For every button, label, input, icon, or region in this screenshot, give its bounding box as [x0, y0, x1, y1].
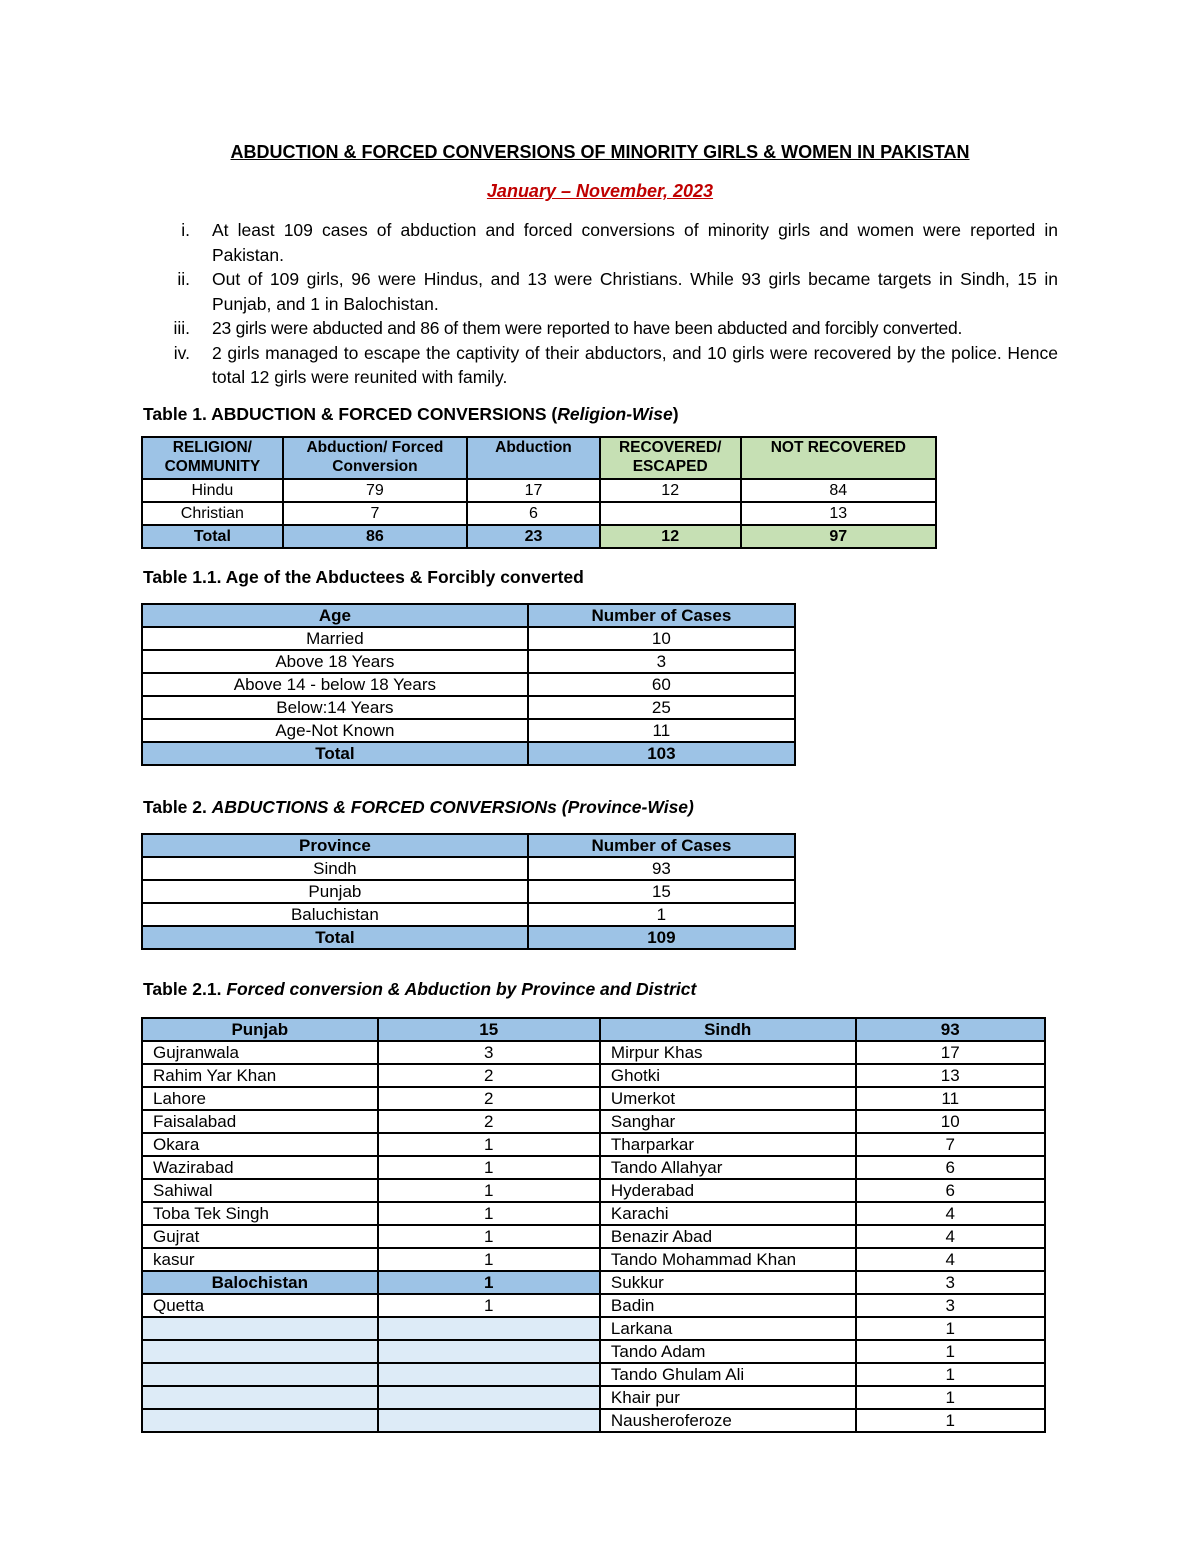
finding-item: ii. Out of 109 girls, 96 were Hindus, and 13 were Christians. While 93 girls became targets in Sindh, 15 in Punjab, and 1 in Balochistan.: [177, 269, 1058, 314]
table-row: Larkana 1: [142, 1317, 1045, 1340]
table-row: Khair pur 1: [142, 1386, 1045, 1409]
district-table: [141, 1017, 1046, 1433]
table-total-row: Total 86 23 12 97: [142, 525, 936, 548]
table-row: Tando Ghulam Ali 1: [142, 1363, 1045, 1386]
table-row: Below:14 Years 25: [142, 696, 795, 719]
table-row: Nausheroferoze 1: [142, 1409, 1045, 1432]
table2-caption: Table 2. ABDUCTIONS & FORCED CONVERSIONs (Province-Wise): [143, 797, 694, 817]
table-row: Gujranwala 3 Mirpur Khas 17: [142, 1041, 1045, 1064]
table-header-row: Age Number of Cases: [142, 604, 795, 627]
table21-caption: Table 2.1. Forced conversion & Abduction by Province and District: [143, 979, 697, 999]
table-row: kasur 1 Tando Mohammad Khan 4: [142, 1248, 1045, 1271]
table-row: Sahiwal 1 Hyderabad 6: [142, 1179, 1045, 1202]
table-row: Faisalabad 2 Sanghar 10: [142, 1110, 1045, 1133]
table-header-row: RELIGION/ COMMUNITY Abduction/ Forced Conversion Abduction RECOVERED/ ESCAPED NOT RECOVERED: [142, 437, 936, 479]
document-title: ABDUCTION & FORCED CONVERSIONS OF MINORITY GIRLS & WOMEN IN PAKISTAN: [230, 142, 970, 162]
table-total-row: Total 103: [142, 742, 795, 765]
report-period: January – November, 2023: [486, 181, 714, 201]
table-row: Toba Tek Singh 1 Karachi 4: [142, 1202, 1045, 1225]
province-wise-table: [141, 833, 796, 950]
table-row: Married 10: [142, 627, 795, 650]
table-row: Tando Adam 1: [142, 1340, 1045, 1363]
table-row: Sindh 93: [142, 857, 795, 880]
table-row: Rahim Yar Khan 2 Ghotki 13: [142, 1064, 1045, 1087]
table-total-row: Total 109: [142, 926, 795, 949]
table-row: Quetta 1 Badin 3: [142, 1294, 1045, 1317]
table-row: Wazirabad 1 Tando Allahyar 6: [142, 1156, 1045, 1179]
finding-item: iv. 2 girls managed to escape the captivity of their abductors, and 10 girls were recovered by the police. Hence total 12 girls were reunited with family.: [173, 342, 1058, 387]
religion-wise-table: [141, 436, 937, 549]
table-row: Lahore 2 Umerkot 11: [142, 1087, 1045, 1110]
table-header-row: Punjab 15 Sindh 93: [142, 1018, 1045, 1041]
table-row: Above 14 - below 18 Years 60: [142, 673, 795, 696]
table-header-row: Province Number of Cases: [142, 834, 795, 857]
table-row: Okara 1 Tharparkar 7: [142, 1133, 1045, 1156]
finding-item: i. At least 109 cases of abduction and forced conversions of minority girls and women were reported in Pakistan.: [181, 220, 1058, 265]
table-row: Punjab 15: [142, 880, 795, 903]
age-table: [141, 603, 796, 766]
table-row: Hindu 79 17 12 84: [142, 479, 936, 502]
key-findings-list: [160, 218, 1058, 390]
table-row: Gujrat 1 Benazir Abad 4: [142, 1225, 1045, 1248]
table-row: Balochistan 1 Sukkur 3: [142, 1271, 1045, 1294]
table-row: Age-Not Known 11: [142, 719, 795, 742]
table-row: Above 18 Years 3: [142, 650, 795, 673]
finding-item: iii. 23 girls were abducted and 86 of them were reported to have been abducted and forcibly converted.: [173, 318, 963, 338]
table-row: Christian 7 6 13: [142, 502, 936, 525]
table-row: Baluchistan 1: [142, 903, 795, 926]
table11-caption: Table 1.1. Age of the Abductees & Forcibly converted: [143, 567, 584, 587]
table1-caption: Table 1. ABDUCTION & FORCED CONVERSIONS (Religion-Wise): [143, 404, 679, 424]
